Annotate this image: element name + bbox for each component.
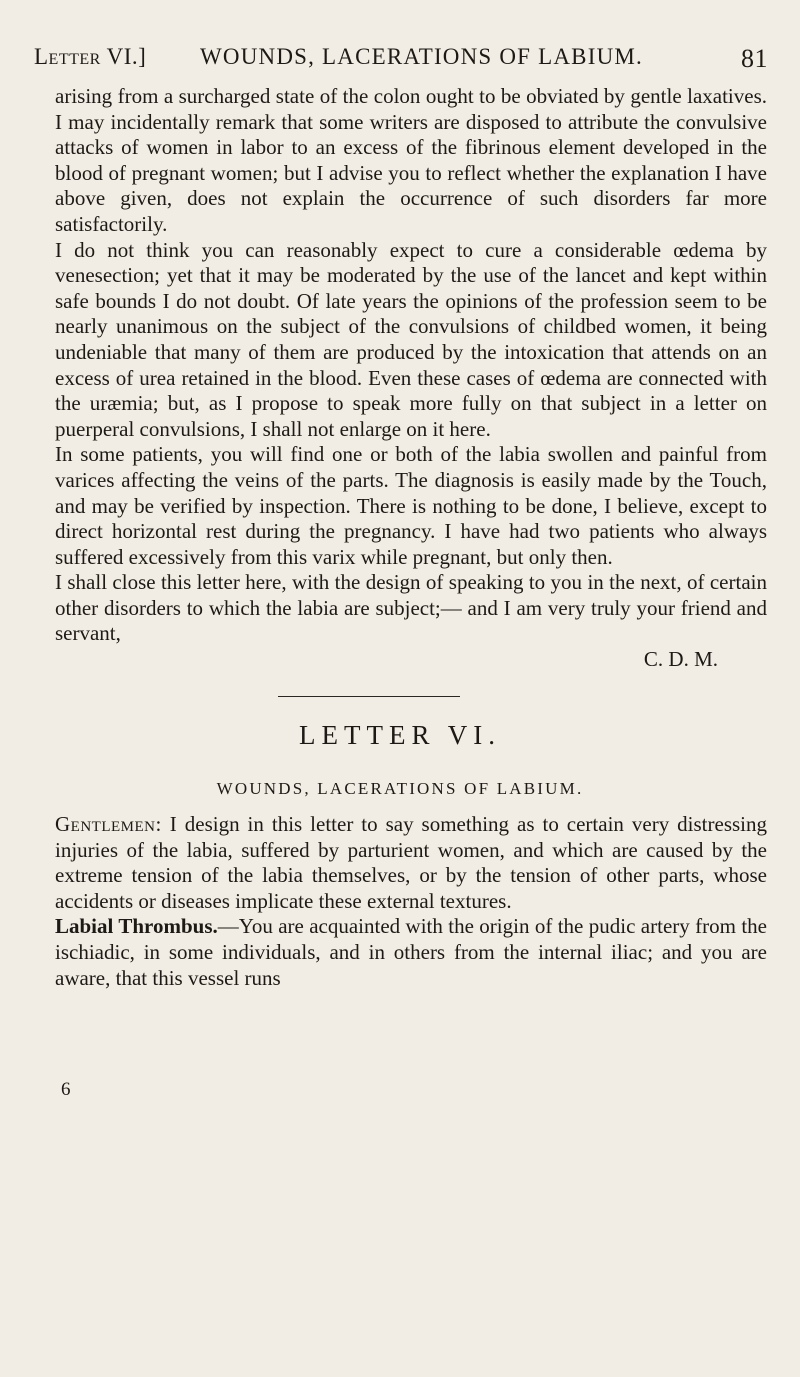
- thrombus-paragraph: [55, 914, 767, 991]
- header-title: WOUNDS, LACERATIONS OF LABIUM.: [200, 44, 643, 69]
- paragraph: I do not think you can reasonably expect to cure a considerable œdema by venesection; yet that it may be moderated by the use of the lancet and kept within safe bounds I do not doubt. Of late years the opinions of the profession seem to be nearly unanimous on the subject of the convulsions of childbed women, it being undeniable that many of them are produced by the intoxication that attends on an excess of urea retained in the blood. Even these cases of œdema are connected with the uræmia; but, as I propose to speak more fully on that subject in a letter on puerperal convulsions, I shall not enlarge on it here.: [55, 237, 767, 441]
- section-divider: [278, 696, 460, 697]
- letter-title: LETTER VI.: [299, 720, 501, 750]
- paragraph: arising from a surcharged state of the colon ought to be obviated by gentle laxatives. I may incidentally remark that some writers are disposed to attribute the convulsive attacks of women in labor to an excess of the fibrinous element developed in the blood of pregnant women; but I advise you to reflect whether the explanation I have above given, does not explain the occurrence of such disorders far more satisfactorily.: [55, 84, 767, 236]
- running-header: [34, 44, 768, 78]
- letter-body: [55, 812, 767, 991]
- section-heading: Labial Thrombus.: [55, 914, 218, 939]
- intro-text: I design in this letter to say something as to certain very distressing injuries of the labia, suffered by parturient women, and which are caused by the extreme tension of the labia themselves, or by the tension of other parts, whose accidents or diseases implicate these external textures.: [55, 812, 767, 913]
- signature-mark: 6: [61, 1079, 71, 1100]
- salutation: Gentlemen:: [55, 812, 162, 836]
- paragraph: In some patients, you will find one or both of the labia swollen and painful from varices affecting the veins of the parts. The diagnosis is easily made by the Touch, and may be verified by inspection. There is nothing to be done, I believe, except to direct horizontal rest during the pregnancy. I have had two patients who always suffered excessively from this varix while pregnant, but only then.: [55, 442, 767, 569]
- body-text: [55, 84, 767, 673]
- intro-paragraph: [55, 812, 767, 914]
- section-text: —You are acquainted with the origin of the pudic artery from the ischiadic, in some individuals, and in others from the internal iliac; and you are aware, that this vessel runs: [55, 914, 767, 990]
- page-number: 81: [741, 44, 768, 73]
- paragraph: I shall close this letter here, with the design of speaking to you in the next, of certain other disorders to which the labia are subject;— and I am very truly your friend and servant,: [55, 570, 767, 646]
- header-letter-ref: Letter VI.]: [34, 44, 147, 69]
- signature: C. D. M.: [643, 647, 718, 672]
- letter-subtitle: WOUNDS, LACERATIONS OF LABIUM.: [216, 779, 584, 798]
